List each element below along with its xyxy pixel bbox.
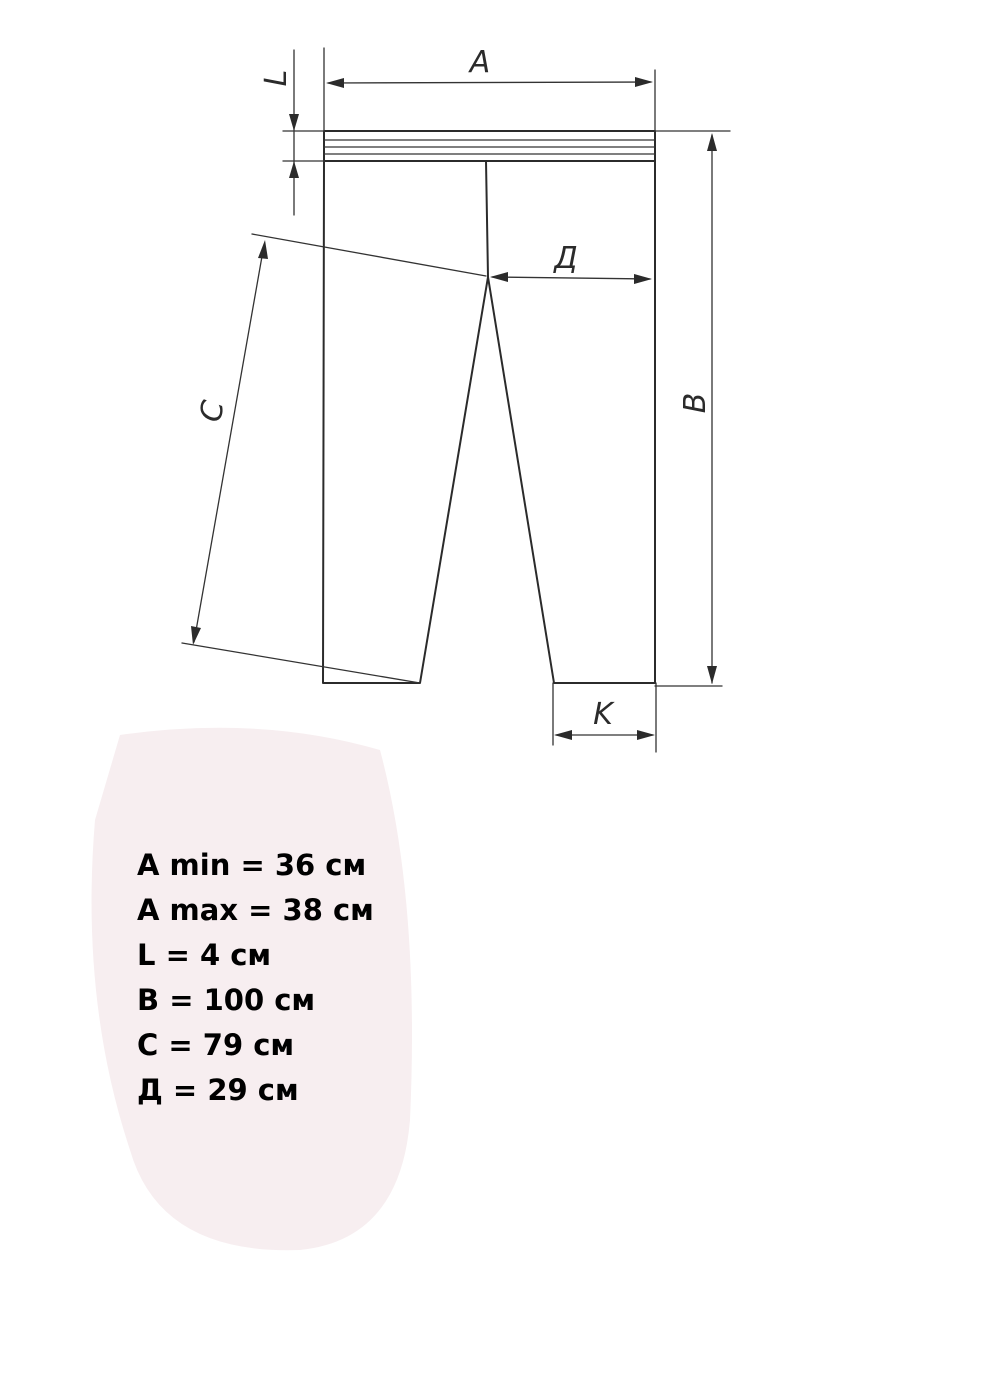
trousers-outline [323,131,655,683]
label-b: B [678,392,713,414]
measurement-d: Д = 29 см [137,1073,299,1107]
measurement-b: B = 100 см [137,983,316,1017]
dimension-a [324,45,655,131]
right-leg [488,161,655,683]
measurement-c: C = 79 см [137,1028,295,1062]
dimension-d [490,241,652,284]
measurement-list [137,843,374,1113]
waistband [324,131,655,161]
left-leg [323,161,488,683]
measurement-a-min: A min = 36 см [137,848,367,882]
label-a: A [469,45,491,80]
label-k: K [593,697,613,732]
dimension-b [655,131,730,686]
dimension-c [182,234,486,683]
dimension-l [259,50,324,215]
label-c: C [193,397,232,425]
dimension-k [553,683,656,752]
label-d: Д [554,241,578,276]
measurement-a-max: A max = 38 см [137,893,374,927]
measurement-l: L = 4 см [137,938,272,972]
label-l: L [259,69,294,87]
